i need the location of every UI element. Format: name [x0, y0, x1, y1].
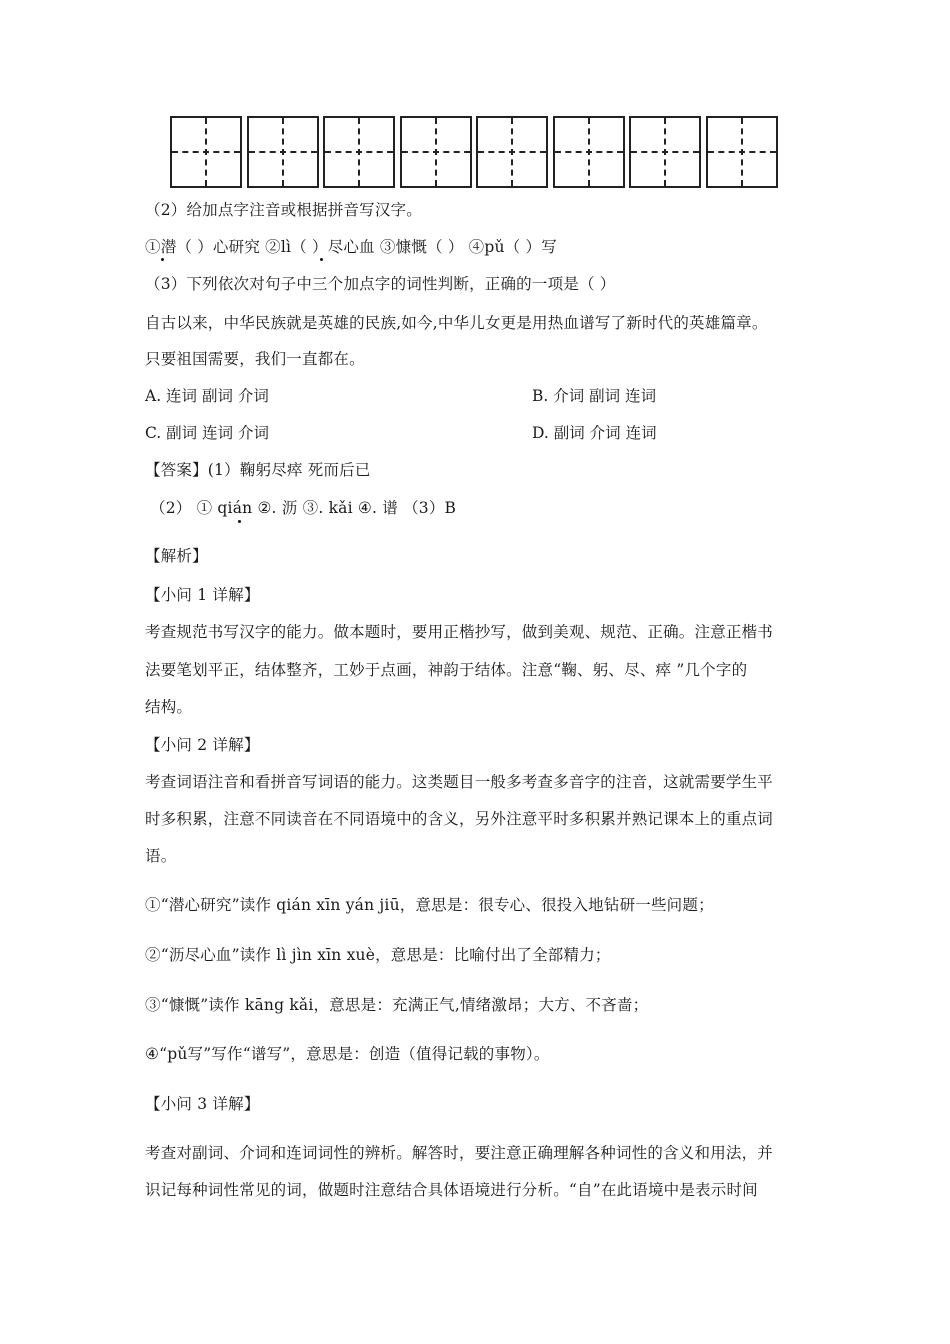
answer-line-1: 【答案】(1）鞠躬尽瘁 死而后已 — [145, 461, 371, 479]
detail1-title: 【小问 1 详解】 — [145, 586, 260, 604]
writing-grid — [170, 116, 782, 188]
detail1-line: 考查规范书写汉字的能力。做本题时，要用正楷抄写，做到美观、规范、正确。注意正楷书 — [145, 623, 774, 641]
option-a: A. 连词 副词 介词 — [145, 387, 269, 405]
q3-title: （3）下列依次对句子中三个加点字的词性判断，正确的一项是（ ） — [145, 275, 616, 293]
detail2-item: ①“潜心研究”读作 qián xīn yán jiū，意思是：很专心、很投入地钻研一些问题； — [145, 896, 714, 914]
detail1-line: 结构。 — [145, 698, 193, 716]
q2-title: （2）给加点字注音或根据拼音写汉字。 — [145, 201, 422, 219]
grid-cell[interactable] — [629, 116, 701, 188]
detail2-line: 时多积累，注意不同读音在不同语境中的含义，另外注意平时多积累并熟记课本上的重点词 — [145, 810, 774, 828]
emphasis-dot — [161, 258, 164, 261]
detail2-item: ④“pǔ写”写作“谱写”，意思是：创造（值得记载的事物）。 — [145, 1045, 550, 1063]
grid-cell[interactable] — [170, 116, 242, 188]
detail3-line: 考查对副词、介词和连词词性的辨析。解答时，要注意正确理解各种词性的含义和用法，并 — [145, 1144, 774, 1162]
grid-cell[interactable] — [247, 116, 319, 188]
detail1-line: 法要笔划平正，结体整齐，工妙于点画，神韵于结体。注意“鞠、躬、尽、瘁 ”几个字的 — [145, 661, 748, 679]
grid-cell[interactable] — [706, 116, 778, 188]
option-b: B. 介词 副词 连词 — [532, 387, 657, 405]
answer-line-2: （2） ① qián ②. 沥 ③. kǎi ④. 谱 （3）B — [150, 499, 457, 517]
emphasis-dot — [238, 520, 241, 523]
grid-cell[interactable] — [323, 116, 395, 188]
grid-cell[interactable] — [476, 116, 548, 188]
q3-sentence-1: 自古以来，中华民族就是英雄的民族,如今,中华儿女更是用热血谱写了新时代的英雄篇章。 — [145, 314, 768, 332]
grid-cell[interactable] — [400, 116, 472, 188]
option-c: C. 副词 连词 介词 — [145, 424, 270, 442]
emphasis-dot — [320, 258, 323, 261]
detail2-item: ②“沥尽心血”读作 lì jìn xīn xuè，意思是：比喻付出了全部精力； — [145, 946, 611, 964]
grid-cell[interactable] — [553, 116, 625, 188]
q3-sentence-2: 只要祖国需要，我们一直都在。 — [145, 350, 365, 368]
q2-items: ①潜（ ）心研究 ②lì（ ）尽心血 ③慷慨（ ） ④pǔ（ ）写 — [145, 238, 557, 256]
detail3-title: 【小问 3 详解】 — [145, 1095, 260, 1113]
detail3-line: 识记每种词性常见的词，做题时注意结合具体语境进行分析。“自”在此语境中是表示时间 — [145, 1181, 758, 1199]
detail2-title: 【小问 2 详解】 — [145, 736, 260, 754]
detail2-line: 考查词语注音和看拼音写词语的能力。这类题目一般多考查多音字的注音，这就需要学生平 — [145, 773, 774, 791]
detail2-line: 语。 — [145, 847, 177, 865]
option-d: D. 副词 介词 连词 — [532, 424, 657, 442]
analysis-title: 【解析】 — [145, 547, 208, 565]
detail2-item: ③“慷慨”读作 kāng kǎi，意思是：充满正气,情绪激昂；大方、不吝啬； — [145, 996, 649, 1014]
